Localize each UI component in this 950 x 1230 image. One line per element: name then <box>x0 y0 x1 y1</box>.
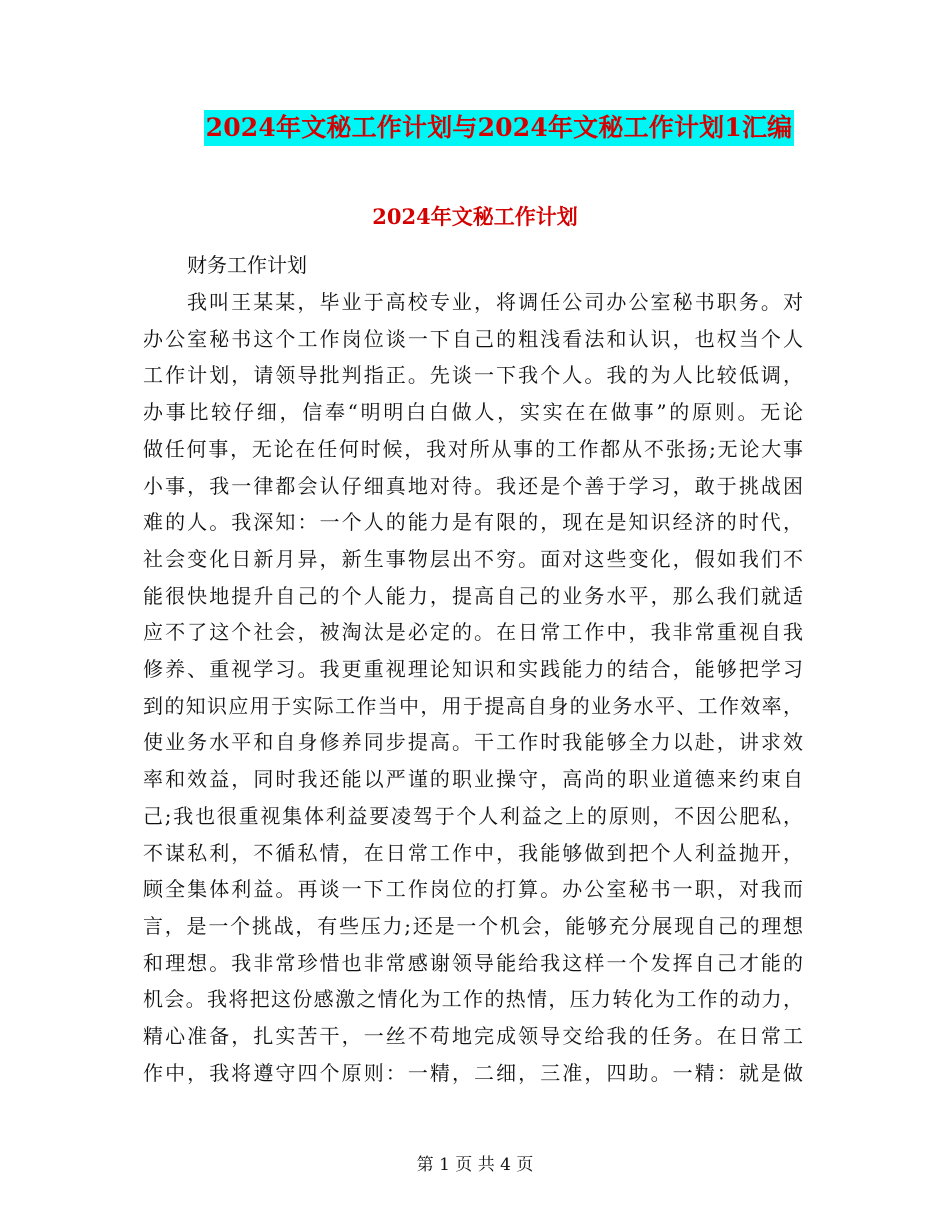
paragraph-line: 己;我也很重视集体利益要凌驾于个人利益之上的原则，不因公肥私， <box>143 803 803 828</box>
body-paragraph <box>143 284 803 1091</box>
paragraph-line: 精心准备，扎实苦干，一丝不苟地完成领导交给我的任务。在日常工 <box>143 1024 803 1049</box>
paragraph-line: 修养、重视学习。我更重视理论知识和实践能力的结合，能够把学习 <box>143 657 803 682</box>
paragraph-line: 言，是一个挑战，有些压力;还是一个机会，能够充分展现自己的理想 <box>143 913 803 938</box>
paragraph-line: 工作计划，请领导批判指正。先谈一下我个人。我的为人比较低调， <box>143 363 803 388</box>
paragraph-line: 和理想。我非常珍惜也非常感谢领导能给我这样一个发挥自己才能的 <box>143 950 803 975</box>
paragraph-line: 作中，我将遵守四个原则：一精，二细，三准，四助。一精：就是做 <box>143 1060 803 1085</box>
paragraph-line: 能很快地提升自己的个人能力，提高自己的业务水平，那么我们就适 <box>143 583 803 608</box>
paragraph-line: 顾全集体利益。再谈一下工作岗位的打算。办公室秘书一职，对我而 <box>143 877 803 902</box>
paragraph-line: 办事比较仔细，信奉“明明白白做人，实实在在做事”的原则。无论 <box>143 400 803 425</box>
paragraph-line: 做任何事，无论在任何时候，我对所从事的工作都从不张扬;无论大事 <box>143 436 803 461</box>
paragraph-line: 机会。我将把这份感激之情化为工作的热情，压力转化为工作的动力， <box>143 987 803 1012</box>
paragraph-line: 应不了这个社会，被淘汰是必定的。在日常工作中，我非常重视自我 <box>143 620 803 645</box>
main-title <box>0 110 950 146</box>
paragraph-line: 难的人。我深知：一个人的能力是有限的，现在是知识经济的时代， <box>143 510 803 535</box>
subheading: 财务工作计划 <box>187 253 307 277</box>
paragraph-line: 不谋私利，不循私情，在日常工作中，我能够做到把个人利益抛开， <box>143 840 803 865</box>
paragraph-line: 我叫王某某，毕业于高校专业，将调任公司办公室秘书职务。对 <box>187 290 803 314</box>
paragraph-line: 社会变化日新月异，新生事物层出不穷。面对这些变化，假如我们不 <box>143 546 803 571</box>
main-title-text: 2024年文秘工作计划与2024年文秘工作计划1汇编 <box>204 110 795 146</box>
section-title: 2024年文秘工作计划 <box>372 204 578 229</box>
paragraph-line: 办公室秘书这个工作岗位谈一下自己的粗浅看法和认识，也权当个人 <box>143 326 803 351</box>
page-footer: 第 1 页 共 4 页 <box>416 1155 534 1175</box>
paragraph-line: 使业务水平和自身修养同步提高。干工作时我能够全力以赴，讲求效 <box>143 730 803 755</box>
paragraph-line: 率和效益，同时我还能以严谨的职业操守，高尚的职业道德来约束自 <box>143 767 803 792</box>
paragraph-line: 到的知识应用于实际工作当中，用于提高自身的业务水平、工作效率， <box>143 693 803 718</box>
paragraph-line: 小事，我一律都会认仔细真地对待。我还是个善于学习，敢于挑战困 <box>143 473 803 498</box>
